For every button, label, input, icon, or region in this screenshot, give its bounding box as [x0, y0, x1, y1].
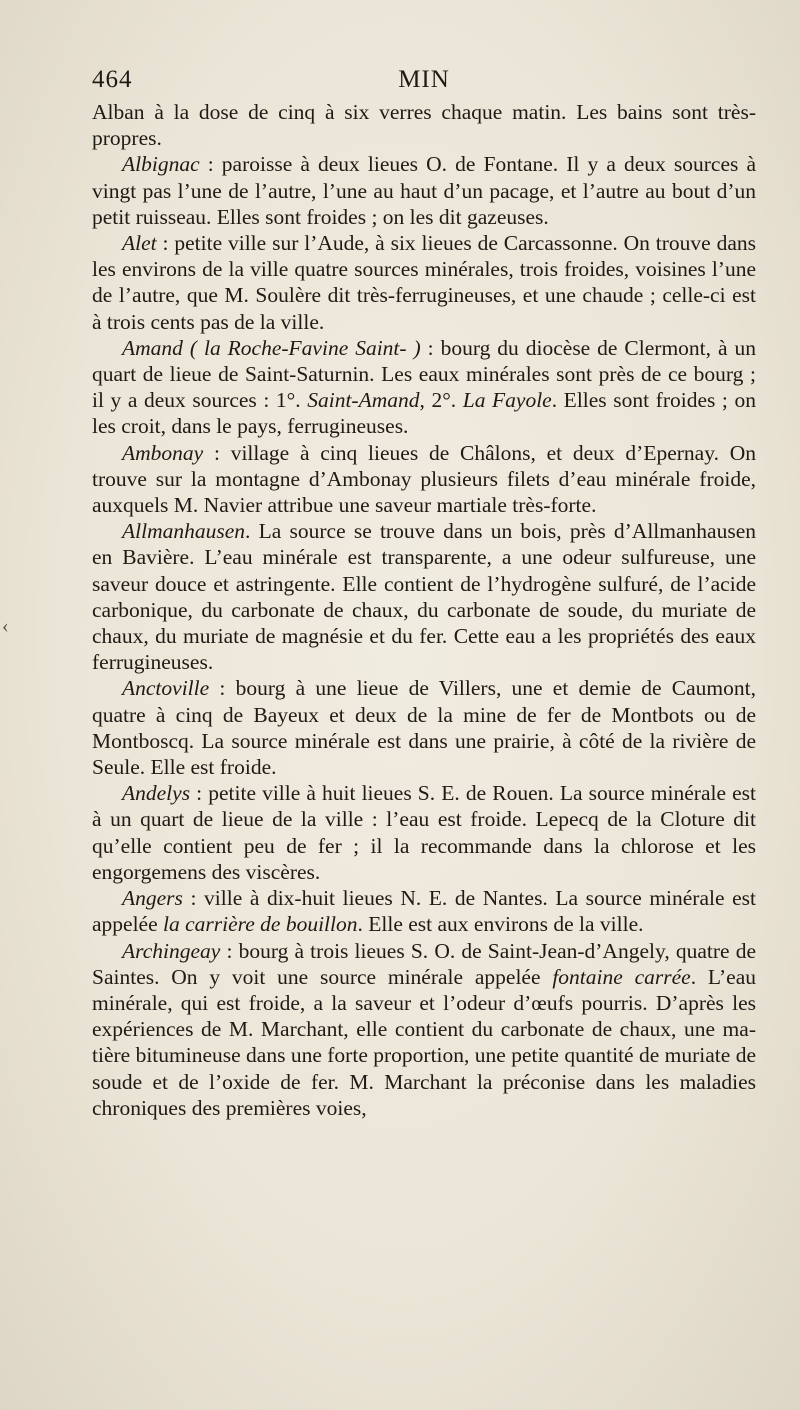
headword-separator: . — [245, 519, 251, 544]
entry-text: bourg du diocèse de Clermont, à un quart de lieue de Saint-Saturnin. Les eaux minérales sont près de ce bourg ; il y a deux sources : 1°. — [92, 335, 756, 413]
headword-separator: : — [420, 335, 434, 360]
entry-allmanhausen — [92, 518, 756, 675]
entry-text: village à cinq lieues de Châlons, et deux d’Epernay. On trouve sur la montagne d’Ambonay plusieurs filets d’eau minérale froide, auxquels M. Navier attribue une saveur martiale très-forte. — [92, 440, 756, 518]
entry-text: bourg à une lieue de Villers, une et demie de Caumont, quatre à cinq de Bayeux et deux de la mine de fer de Montbots ou de Montboscq. La source minérale est dans une prairie, à côté de la rivière de Seule. Elle est froide. — [92, 676, 756, 780]
entry-angers — [92, 885, 756, 937]
headword-separator: : — [156, 231, 169, 256]
entry-text: . Elle est aux environs de la ville. — [357, 912, 644, 937]
entry-headword: Allmanhausen — [122, 519, 246, 544]
entry-text: petite ville à huit lieues S. E. de Rouen. La source minérale est à un quart de lieue de la ville : l’eau est froide. Lepecq de la Cloture dit qu’elle contient peu de fer ; il la recommande dans la chlorose et les engorgemens des viscères. — [92, 781, 756, 884]
entry-headword: Andelys — [122, 781, 191, 806]
italic-term: Saint-Amand — [307, 388, 420, 413]
entry-text: petite ville sur l’Aude, à six lieues de Carcassonne. On trouve dans les environs de la ville quatre sources minérales, trois froides, voisines l’une de l’autre, que M. Soulère dit très-ferrugineuses, et une chaude ; celle-ci est à trois cents pas de la ville. — [92, 231, 756, 334]
entry-text: . Elles sont froides ; on les croit, dans le pays, ferrugineuses. — [92, 388, 756, 439]
entry-text: paroisse à deux lieues O. de Fontane. Il y a deux sources à vingt pas l’une de l’autre, l’une au haut d’un pacage, et l’autre au bout d’un petit ruisseau. Elles sont froides ; on les dit gazeuses. — [92, 152, 756, 229]
headword-separator: : — [220, 938, 233, 963]
entry-text: Alban à la dose de cinq à six verres chaque matin. Les bains sont très-propres. — [92, 100, 756, 151]
italic-term: fontaine carrée — [552, 964, 691, 989]
entry-text: bourg à trois lieues S. O. de Saint-Jean-d’Angely, quatre de Saintes. On y voit une source minérale appelée — [92, 938, 756, 989]
headword-separator: : — [203, 440, 220, 465]
entry-headword: Alet — [122, 231, 157, 256]
entry-albignac — [92, 151, 756, 230]
entry-alet — [92, 230, 756, 335]
page-number: 464 — [92, 66, 133, 93]
entry-headword: Anctoville — [122, 676, 210, 701]
italic-term: La Fayole — [462, 388, 552, 413]
headword-separator: : — [190, 781, 203, 806]
entry-text: , 2°. — [419, 388, 463, 413]
entry-text: La source se trouve dans un bois, près d’Allmanhausen en Bavière. L’eau minérale est transparente, a une odeur sulfureuse, une saveur douce et astringente. Elle contient de l’hydrogène sulfuré, de l’acide carbonique, du carbonate de chaux, du carbonate de soude, du muriate de chaux, du muriate de magnésie et du fer. Cette eau a les propriétés des eaux ferrugineuses. — [92, 519, 756, 675]
entry-andelys — [92, 780, 756, 885]
page-body — [92, 99, 756, 1121]
entry-text: ville à dix-huit lieues N. E. de Nantes. La source minérale est appelée — [92, 886, 756, 937]
page-header — [92, 66, 756, 96]
margin-mark: ‹ — [2, 615, 9, 637]
headword-separator: : — [199, 152, 214, 177]
entry-amand — [92, 335, 756, 440]
headword-separator: : — [182, 886, 197, 911]
entry-albans-cont — [92, 99, 756, 151]
entry-headword: Amand ( la Roche-Favine Saint- ) — [122, 335, 421, 360]
entry-archingeay — [92, 938, 756, 1121]
entry-headword: Albignac — [122, 152, 200, 177]
italic-term: la carrière de bouillon — [163, 912, 358, 937]
entry-anctoville — [92, 675, 756, 780]
entry-headword: Angers — [122, 886, 183, 911]
running-head: MIN — [398, 66, 450, 93]
entry-text: . L’eau minérale, qui est froide, a la saveur et l’odeur d’œufs pourris. D’après les expériences de M. Marchant, elle contient du carbonate de chaux, une matière bitumineuse dans une forte proportion, une petite quantité de muriate de soude et de l’oxide de fer. M. Marchant la préconise dans les maladies chroniques des premières voies, — [92, 964, 757, 1120]
entry-headword: Archingeay — [122, 938, 221, 963]
headword-separator: : — [209, 676, 226, 701]
entry-ambonay — [92, 440, 756, 519]
entry-headword: Ambonay — [122, 440, 204, 465]
